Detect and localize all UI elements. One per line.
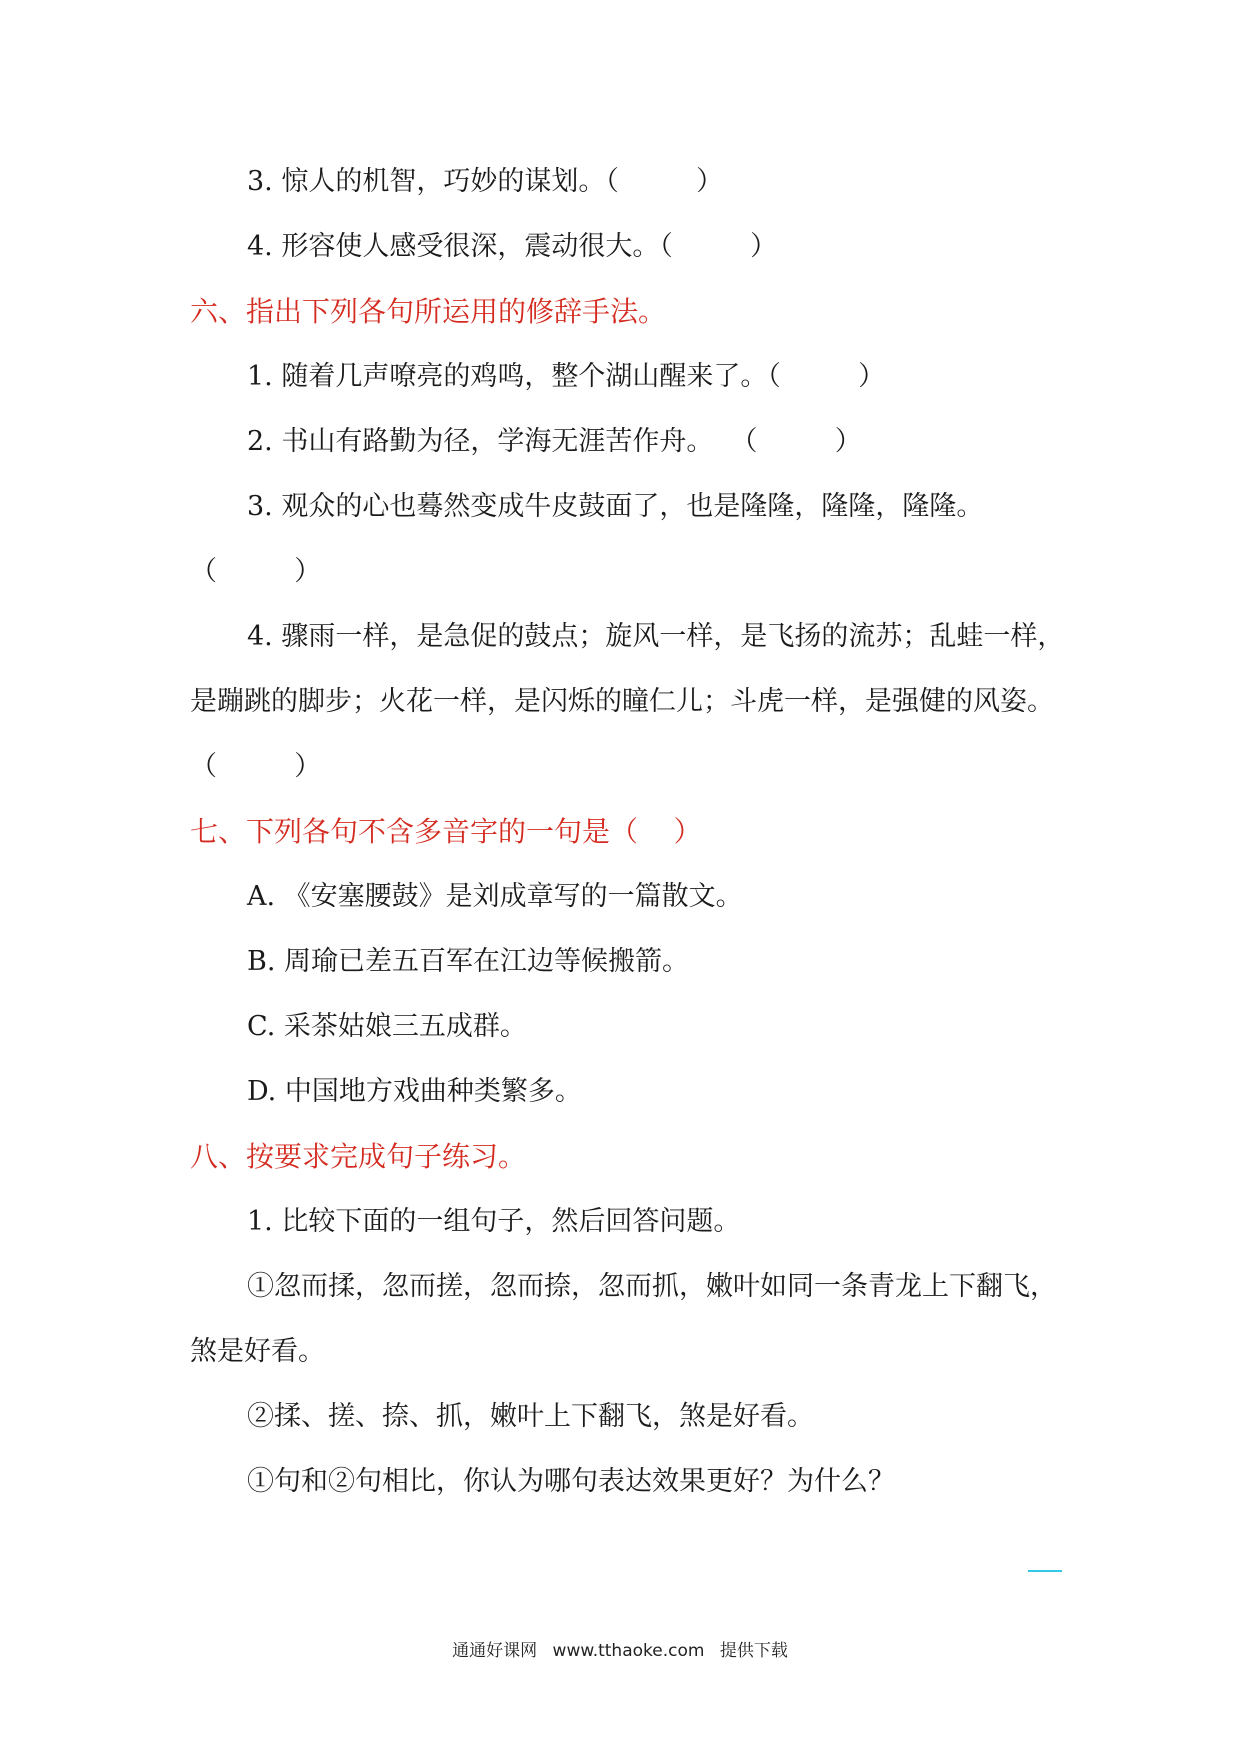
- page-footer: [0, 1636, 1240, 1661]
- sentence-2: ②揉、搓、捺、抓，嫩叶上下翻飞，煞是好看。: [247, 1401, 814, 1432]
- question-6-4-line2: 是蹦跳的脚步；火花一样，是闪烁的瞳仁儿；斗虎一样，是强健的风姿。: [190, 686, 1054, 717]
- question-8-1: 1. 比较下面的一组句子，然后回答问题。: [247, 1206, 741, 1237]
- comparison-question: ①句和②句相比，你认为哪句表达效果更好？为什么？: [247, 1466, 895, 1497]
- question-6-2: 2. 书山有路勤为径，学海无涯苦作舟。 （ ）: [247, 426, 862, 457]
- sentence-1-line2: 煞是好看。: [190, 1336, 325, 1367]
- question-5-3: 3. 惊人的机智，巧妙的谋划。（ ）: [247, 166, 724, 197]
- footer-site-name: 通通好课网: [452, 1641, 538, 1661]
- sentence-1-line1: ①忽而揉，忽而搓，忽而捺，忽而抓，嫩叶如同一条青龙上下翻飞，: [247, 1271, 1057, 1302]
- footer-download-text: 提供下载: [719, 1641, 788, 1661]
- option-a: A. 《安塞腰鼓》是刘成章写的一篇散文。: [247, 881, 743, 912]
- question-6-4-line1: 4. 骤雨一样，是急促的鼓点；旋风一样，是飞扬的流苏；乱蛙一样，: [247, 621, 1065, 652]
- question-5-4: 4. 形容使人感受很深，震动很大。（ ）: [247, 231, 778, 262]
- footer-url: www.tthaoke.com: [552, 1641, 705, 1661]
- section-6-heading: 六、指出下列各句所运用的修辞手法。: [190, 295, 667, 328]
- answer-blank-6-3: （ ）: [190, 556, 322, 587]
- answer-blank-6-4: （ ）: [190, 751, 322, 782]
- section-8-heading: 八、按要求完成句子练习。: [190, 1140, 527, 1173]
- option-d: D. 中国地方戏曲种类繁多。: [247, 1076, 582, 1107]
- option-c: C. 采茶姑娘三五成群。: [247, 1011, 527, 1042]
- section-7-heading: 七、下列各句不含多音字的一句是（ ）: [190, 815, 702, 848]
- question-6-3: 3. 观众的心也蓦然变成牛皮鼓面了，也是隆隆，隆隆，隆隆。: [247, 491, 984, 522]
- page-marker-line: [1028, 1570, 1062, 1572]
- question-6-1: 1. 随着几声嘹亮的鸡鸣，整个湖山醒来了。（ ）: [247, 361, 886, 392]
- option-b: B. 周瑜已差五百军在江边等候搬箭。: [247, 946, 690, 977]
